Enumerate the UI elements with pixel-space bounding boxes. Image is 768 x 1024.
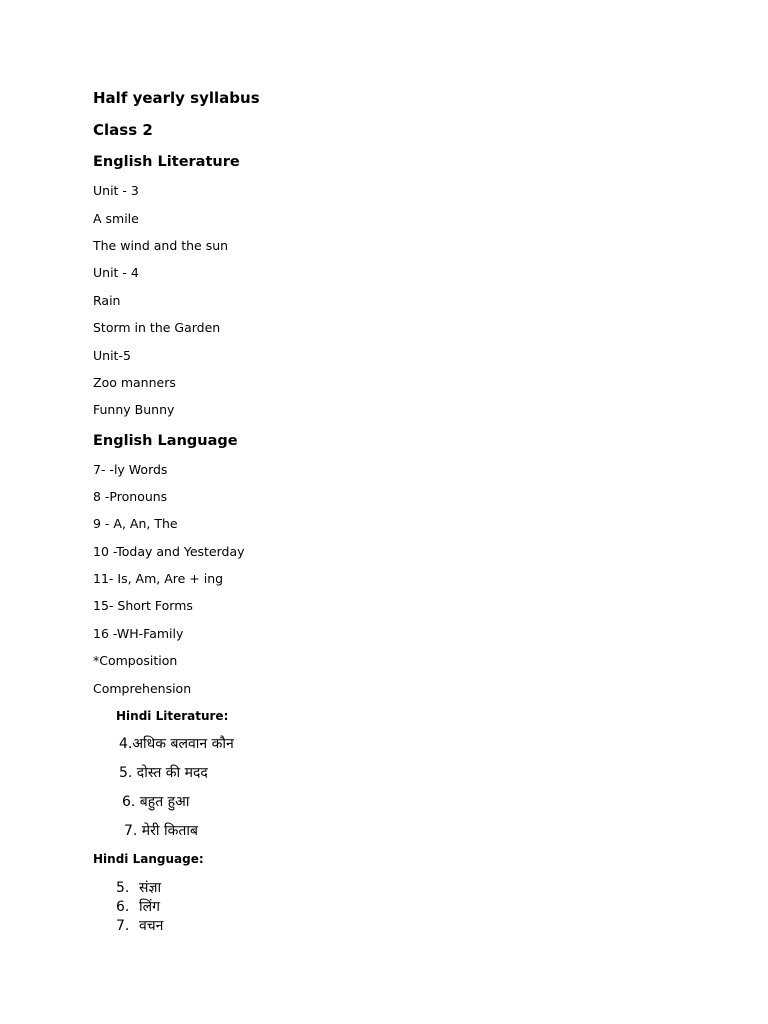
english-literature-item: A smile: [93, 211, 139, 226]
english-literature-item: Unit - 4: [93, 265, 139, 280]
english-literature-item: Rain: [93, 293, 121, 308]
english-literature-item: Unit-5: [93, 348, 131, 363]
english-language-item: 9 - A, An, The: [93, 516, 178, 531]
hindi-literature-item: 7. मेरी किताब: [124, 823, 198, 839]
hindi-language-item: [116, 919, 163, 933]
english-language-item: Comprehension: [93, 681, 192, 696]
list-text: संज्ञा: [139, 880, 162, 896]
list-number: 5.: [116, 880, 130, 896]
list-number: 7.: [116, 918, 130, 934]
english-literature-item: Unit - 3: [93, 183, 139, 198]
hindi-literature-item: 4.अधिक बलवान कौन: [119, 736, 234, 752]
hindi-language-item: [116, 881, 161, 895]
class-heading: Class 2: [93, 121, 153, 139]
document-title: Half yearly syllabus: [93, 89, 260, 107]
list-number: 6.: [116, 899, 130, 915]
english-language-item: 15- Short Forms: [93, 598, 193, 613]
hindi-literature-heading: Hindi Literature:: [116, 709, 229, 723]
list-text: वचन: [139, 918, 164, 934]
english-language-item: *Composition: [93, 653, 178, 668]
english-language-item: 7- -ly Words: [93, 462, 168, 477]
english-language-item: 8 -Pronouns: [93, 489, 168, 504]
list-text: लिंग: [139, 899, 160, 915]
english-literature-item: Funny Bunny: [93, 402, 175, 417]
english-language-heading: English Language: [93, 433, 238, 449]
english-literature-item: The wind and the sun: [93, 238, 229, 253]
hindi-language-heading: Hindi Language:: [93, 852, 204, 866]
hindi-literature-item: 6. बहुत हुआ: [122, 794, 190, 810]
english-literature-item: Zoo manners: [93, 375, 176, 390]
english-literature-heading: English Literature: [93, 154, 240, 170]
english-literature-item: Storm in the Garden: [93, 320, 221, 335]
hindi-literature-item: 5. दोस्त की मदद: [119, 765, 208, 781]
english-language-item: 10 -Today and Yesterday: [93, 544, 245, 559]
english-language-item: 11- Is, Am, Are + ing: [93, 571, 224, 586]
english-language-item: 16 -WH-Family: [93, 626, 184, 641]
hindi-language-item: [116, 900, 160, 914]
